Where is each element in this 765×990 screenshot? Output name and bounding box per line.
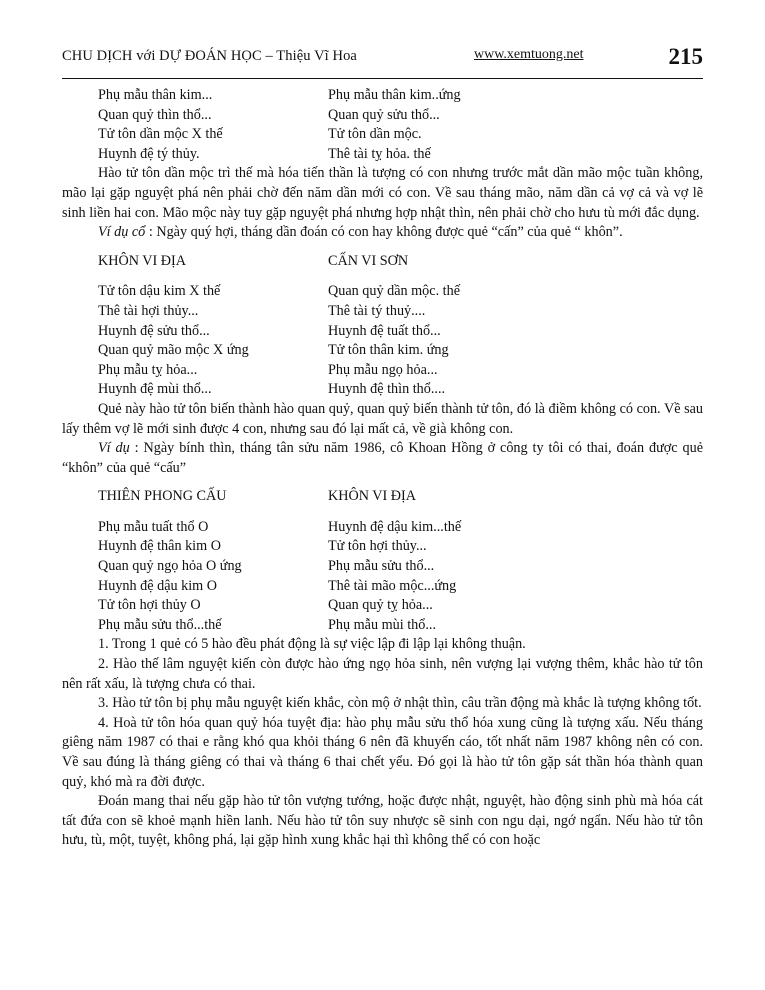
page-number: 215	[668, 44, 703, 69]
left-line: Huynh đệ dậu kim O	[98, 577, 218, 594]
right-hexagram-name: CẤN VI SƠN	[328, 252, 409, 269]
hexagram-row	[62, 125, 703, 145]
hexagram-row	[62, 282, 703, 302]
hexagram-row	[62, 322, 703, 342]
hexagram-block-2	[62, 252, 703, 400]
hexagram-row	[62, 577, 703, 597]
hexagram-row	[62, 302, 703, 322]
numbered-point: 4. Hoà tử tôn hóa quan quỷ hóa tuyệt địa: hào phụ mẫu sửu thổ hóa xung cũng là tượng xấu. Nếu tháng giêng năm 1987 có thai e rằng khó qua khỏi tháng 6 nên đã khuyến cáo, tốt nhất năm 1987 không nên có con. Về sau đúng là tháng giêng có thai và tháng 6 thai chết yểu. Đó gọi là hào tử tôn gặp sát thần hóa thành quan quỷ, khó mà ra đời được.	[62, 714, 703, 790]
hexagram-row	[62, 380, 703, 400]
hexagram-row	[62, 106, 703, 126]
right-line: Phụ mẫu sửu thổ...	[328, 558, 435, 575]
website-link[interactable]: www.xemtuong.net	[474, 47, 584, 62]
right-line: Phụ mẫu mùi thổ...	[328, 616, 436, 633]
hexagram-row	[62, 86, 703, 106]
left-line: Phụ mẫu tuất thổ O	[98, 518, 209, 535]
left-line: Huynh đệ mùi thổ...	[98, 381, 212, 398]
page-content	[62, 86, 703, 851]
paragraph: Đoán mang thai nếu gặp hào tử tôn vượng tướng, hoặc được nhật, nguyệt, hào động sinh phù mà hóa cát tất đứa con sẽ khoẻ mạnh hiền lanh. Nếu hào tử tôn suy nhược sẽ sinh con ngu dại, ngớ ngẩn. Nếu hào tử tôn hưu, tù, một, tuyệt, không phá, lại gặp hình xung khắc hại thì không thể có con hoặc	[62, 793, 703, 849]
paragraph: Quẻ này hào tử tôn biến thành hào quan quỷ, quan quỷ biến thành tử tôn, đó là điềm không có con. Về sau lấy thêm vợ lẽ mới sinh được 4 con, nhưng sau đó lại mất cả, về già không con.	[62, 400, 703, 437]
left-line: Huynh đệ sửu thổ...	[98, 322, 210, 339]
paragraph	[62, 439, 703, 478]
right-line: Phụ mẫu thân kim..ứng	[328, 87, 461, 103]
numbered-point: 3. Hào tử tôn bị phụ mẫu nguyệt kiến khắc, còn mộ ở nhật thìn, câu trần động mà khắc là tượng không tốt.	[98, 695, 702, 712]
right-line: Huynh đệ thìn thổ....	[328, 381, 446, 398]
hexagram-row	[62, 361, 703, 381]
hexagram-row	[62, 145, 703, 165]
left-line: Phụ mẫu tỵ hỏa...	[98, 361, 198, 378]
left-line: Huynh đệ tý thủy.	[98, 145, 200, 162]
paragraph-text: : Ngày bính thìn, tháng tân sửu năm 1986, cô Khoan Hồng ở công ty tôi có thai, đoán được quẻ “khôn” của quẻ “cấu”	[62, 440, 703, 476]
hexagram-block-3	[62, 487, 703, 635]
left-line: Phụ mẫu sửu thổ...thế	[98, 616, 222, 633]
left-line: Tử tôn hợi thủy O	[98, 597, 201, 614]
left-hexagram-name: THIÊN PHONG CẤU	[98, 488, 227, 505]
page-header	[62, 46, 703, 80]
right-line: Phụ mẫu ngọ hỏa...	[328, 361, 438, 378]
left-line: Thê tài hợi thủy...	[98, 302, 199, 319]
book-title: CHU DỊCH với DỰ ĐOÁN HỌC – Thiệu Vĩ Hoa	[62, 48, 357, 64]
left-line: Huynh đệ thân kim O	[98, 538, 221, 555]
left-line: Phụ mẫu thân kim...	[98, 87, 213, 103]
example-label: Ví dụ cổ	[98, 224, 146, 241]
hexagram-block-1	[62, 86, 703, 164]
paragraph	[62, 223, 703, 243]
right-line: Quan quỷ dần mộc. thế	[328, 283, 460, 300]
right-line: Tử tôn dần mộc.	[328, 126, 422, 143]
left-line: Tử tôn dậu kim X thế	[98, 283, 221, 300]
header-rule	[62, 78, 703, 79]
right-line: Huynh đệ dậu kim...thế	[328, 518, 462, 535]
hexagram-row	[62, 341, 703, 361]
right-line: Thê tài mão mộc...ứng	[328, 577, 457, 594]
left-hexagram-name: KHÔN VI ĐỊA	[98, 252, 187, 269]
numbered-point: 2. Hào thế lâm nguyệt kiến còn được hào ứng ngọ hỏa sinh, nên vượng lại vượng thêm, khắc hào tử tôn nên rất xấu, là tượng chưa có thai.	[62, 656, 703, 692]
hexagram-row	[62, 616, 703, 636]
paragraph: Hào tử tôn dần mộc trì thế mà hóa tiến thần là tượng có con nhưng trước mắt dần mão mộc tuần không, mão lại gặp nguyệt phá nên phải chờ đến năm dần mới có con. Về sau tháng mão, năm dần cả vợ cả và vợ lẽ sinh liền hai con. Mão mộc này tuy gặp nguyệt phá nhưng hợp nhật thìn, nên phải chờ cho hưu tù mới đắc dụng.	[62, 165, 703, 221]
right-line: Thê tài tý thuỷ....	[328, 302, 426, 319]
left-line: Quan quỷ ngọ hỏa O ứng	[98, 558, 242, 575]
right-line: Quan quỷ tỵ hỏa...	[328, 597, 433, 614]
paragraph-text: : Ngày quý hợi, tháng dần đoán có con hay không được quẻ “cấn” của quẻ “ khôn”.	[145, 224, 623, 241]
hexagram-row	[62, 596, 703, 616]
hexagram-row	[62, 557, 703, 577]
example-label: Ví dụ	[98, 440, 130, 457]
right-line: Tử tôn hợi thủy...	[328, 538, 427, 555]
right-line: Huynh đệ tuất thổ...	[328, 322, 441, 339]
hexagram-row	[62, 537, 703, 557]
hexagram-row	[62, 518, 703, 538]
right-line: Tử tôn thân kim. ứng	[328, 342, 449, 359]
left-line: Quan quỷ mão mộc X ứng	[98, 342, 249, 359]
right-line: Quan quỷ sửu thổ...	[328, 106, 440, 123]
left-line: Tử tôn dần mộc X thế	[98, 126, 223, 143]
hexagram-heading-row	[62, 252, 703, 272]
hexagram-heading-row	[62, 487, 703, 507]
right-hexagram-name: KHÔN VI ĐỊA	[328, 488, 417, 505]
numbered-point: 1. Trong 1 quẻ có 5 hào đều phát động là sự việc lập đi lập lại không thuận.	[98, 636, 526, 653]
left-line: Quan quỷ thìn thổ...	[98, 106, 212, 123]
right-line: Thê tài tỵ hỏa. thế	[328, 145, 431, 162]
